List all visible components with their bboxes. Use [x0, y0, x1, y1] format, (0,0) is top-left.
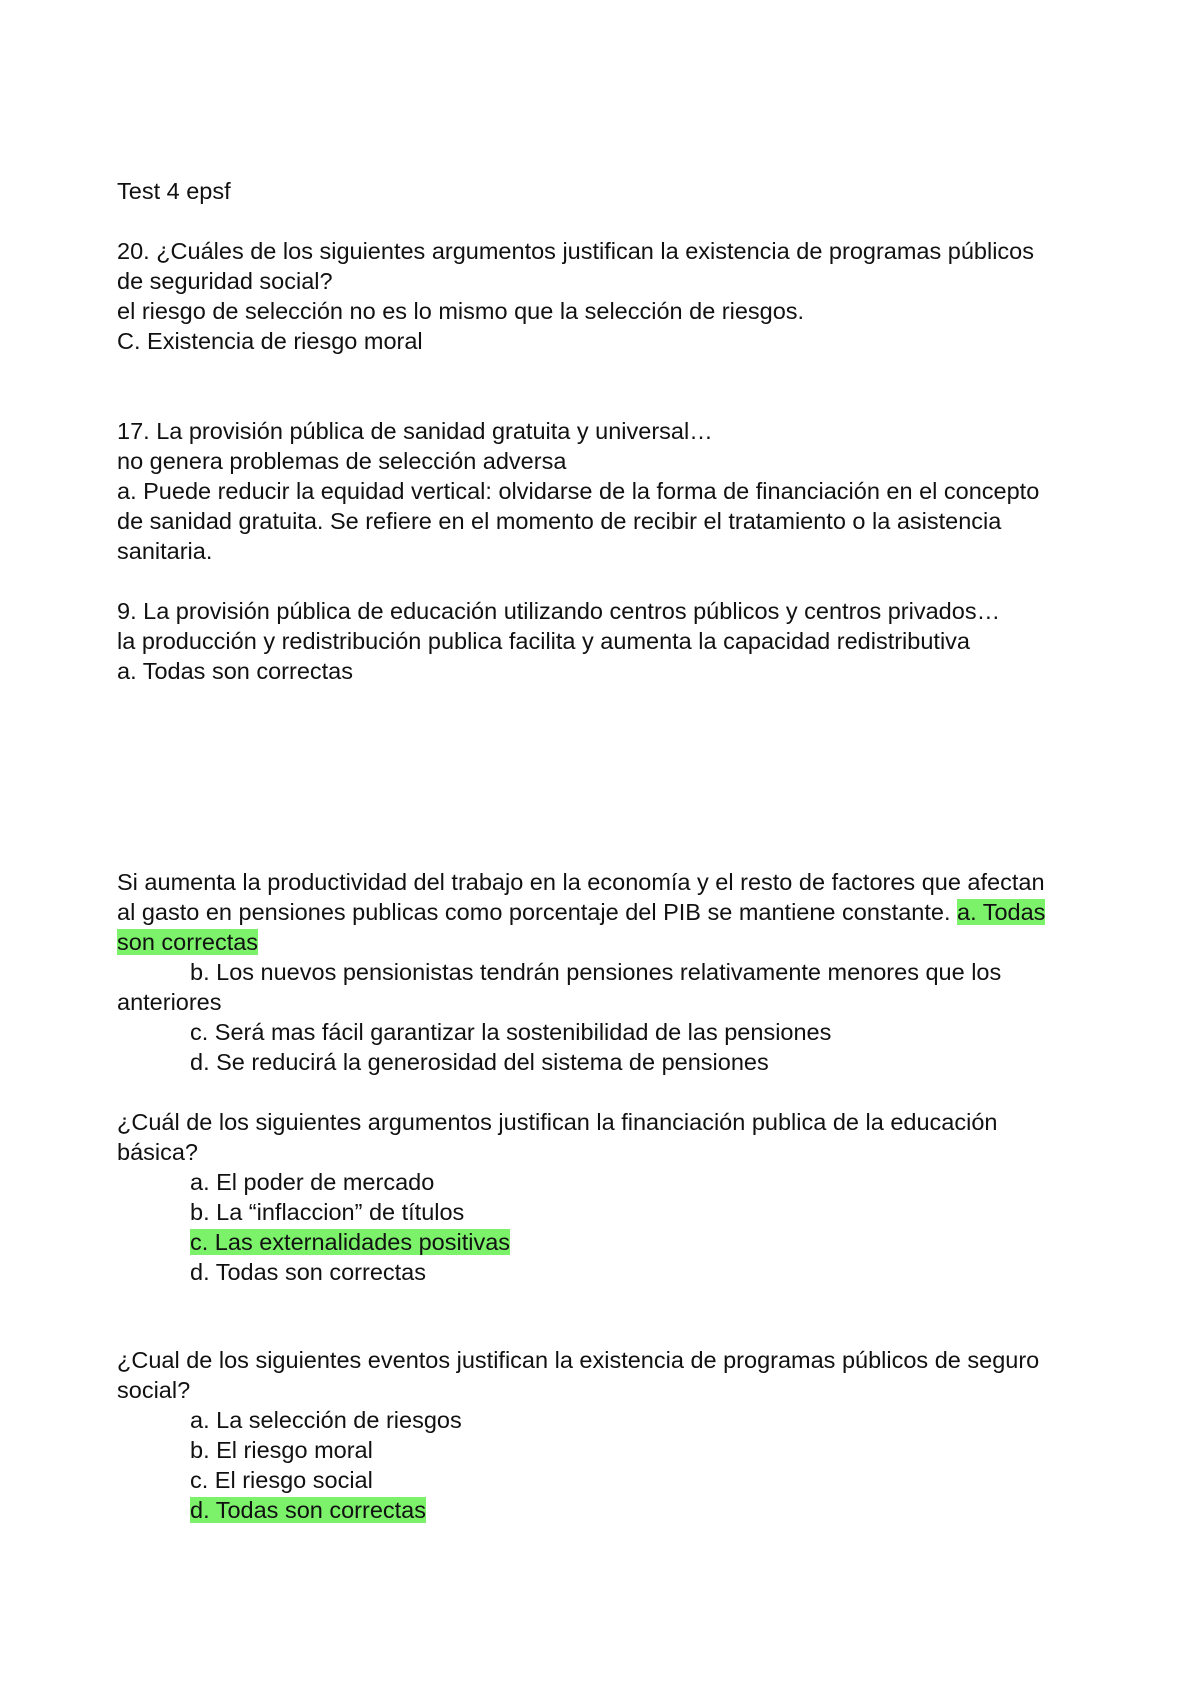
question-20 [117, 236, 1097, 356]
question-17-line-3: a. Puede reducir la equidad vertical: olvidarse de la forma de financiación en el concepto [117, 478, 1040, 504]
option-b: b. El riesgo moral [190, 1437, 373, 1463]
highlighted-answer: d. Todas son correctas [190, 1497, 426, 1523]
option-b: b. Los nuevos pensionistas tendrán pensiones relativamente menores que los [190, 959, 1002, 985]
question-seguro [117, 1345, 1097, 1525]
question-20-line-2: de seguridad social? [117, 268, 333, 294]
question-educacion-line-1: ¿Cuál de los siguientes argumentos justifican la financiación publica de la educación [117, 1109, 998, 1135]
option-d: d. Todas son correctas [190, 1259, 426, 1285]
highlighted-answer-continued: son correctas [117, 929, 259, 955]
option-a: a. El poder de mercado [190, 1169, 435, 1195]
question-educacion-line-2: básica? [117, 1139, 198, 1165]
question-productividad-line-1: Si aumenta la productividad del trabajo en la economía y el resto de factores que afectan [117, 869, 1045, 895]
question-20-line-3: el riesgo de selección no es lo mismo que la selección de riesgos. [117, 298, 805, 324]
question-17-line-4: de sanidad gratuita. Se refiere en el momento de recibir el tratamiento o la asistencia [117, 508, 1002, 534]
question-productividad-line-2-text: al gasto en pensiones publicas como porcentaje del PIB se mantiene constante. [117, 899, 957, 925]
highlighted-answer: a. Todas [957, 899, 1046, 925]
option-b-continued: anteriores [117, 989, 222, 1015]
question-9-line-1: 9. La provisión pública de educación utilizando centros públicos y centros privados… [117, 598, 1001, 624]
question-educacion [117, 1107, 1097, 1287]
question-17-line-5: sanitaria. [117, 538, 213, 564]
highlighted-answer: c. Las externalidades positivas [190, 1229, 511, 1255]
option-d-highlighted [117, 1495, 1097, 1525]
question-17-line-2: no genera problemas de selección adversa [117, 448, 567, 474]
question-9-line-2: la producción y redistribución publica facilita y aumenta la capacidad redistributiva [117, 628, 970, 654]
question-20-line-1: 20. ¿Cuáles de los siguientes argumentos justifican la existencia de programas públicos [117, 238, 1034, 264]
question-seguro-line-1: ¿Cual de los siguientes eventos justifican la existencia de programas públicos de seguro [117, 1347, 1040, 1373]
question-9 [117, 596, 1097, 686]
document-title-block [117, 176, 1097, 206]
question-9-line-3: a. Todas son correctas [117, 658, 353, 684]
question-20-line-4: C. Existencia de riesgo moral [117, 328, 423, 354]
option-c: c. El riesgo social [190, 1467, 373, 1493]
document-title: Test 4 epsf [117, 178, 231, 204]
question-productividad-line-2 [117, 897, 1097, 927]
option-c: c. Será mas fácil garantizar la sostenibilidad de las pensiones [190, 1019, 832, 1045]
question-17-line-1: 17. La provisión pública de sanidad gratuita y universal… [117, 418, 713, 444]
option-d: d. Se reducirá la generosidad del sistema de pensiones [190, 1049, 769, 1075]
question-seguro-line-2: social? [117, 1377, 191, 1403]
question-17 [117, 416, 1097, 566]
question-productividad [117, 867, 1097, 1077]
question-productividad-line-3 [117, 927, 1097, 957]
option-c-highlighted [117, 1227, 1097, 1257]
option-a: a. La selección de riesgos [190, 1407, 462, 1433]
option-b: b. La “inflaccion” de títulos [190, 1199, 465, 1225]
